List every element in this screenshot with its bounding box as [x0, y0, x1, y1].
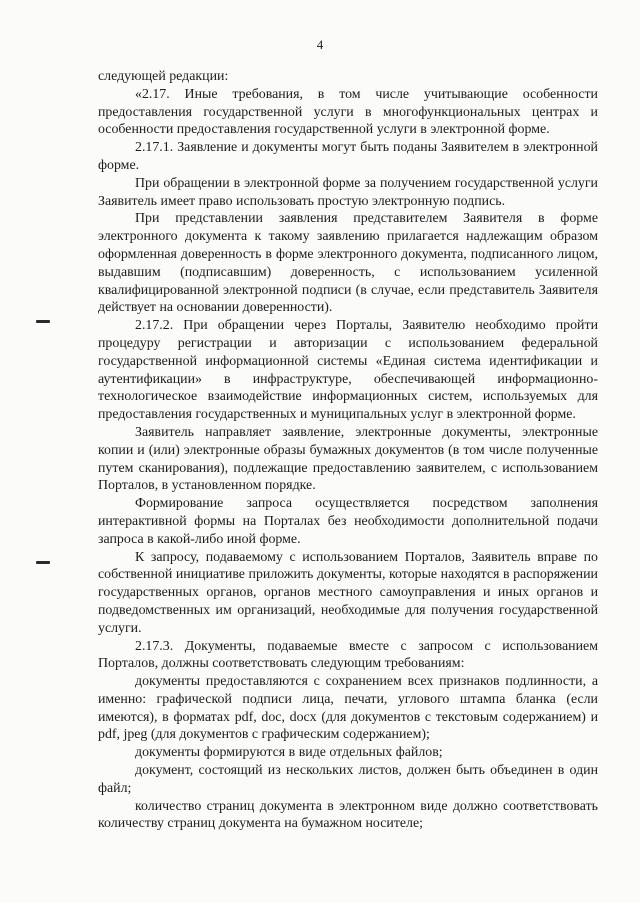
paragraph: При представлении заявления представителем Заявителя в форме электронного документа к такому заявлению прилагается надлежащим образом оформленная доверенность в форме электронного документа, подписанного лицом, выдавшим (подписавшим) доверенность, с использованием усиленной квалифицированной электронной подписи (в случае, если представитель Заявителя действует на основании доверенности).: [98, 211, 598, 316]
paragraph: К запросу, подаваемому с использованием Порталов, Заявитель вправе по собственной инициативе приложить документы, которые находятся в распоряжении государственных органов, органов местного самоуправления и иных органов и подведомственных им организаций, необходимые для получения государственной услуги.: [98, 549, 598, 636]
margin-punch-mark: [36, 561, 50, 564]
page-number: 4: [316, 37, 324, 52]
margin-punch-mark: [36, 320, 50, 323]
paragraph: документ, состоящий из нескольких листов, должен быть объединен в один файл;: [98, 763, 598, 796]
paragraph: 2.17.1. Заявление и документы могут быть поданы Заявителем в электронной форме.: [98, 140, 598, 173]
paragraph: «2.17. Иные требования, в том числе учитывающие особенности предоставления государственной услуги в многофункциональных центрах и особенности предоставления государственной услуги в электронной форме.: [98, 86, 598, 138]
paragraph: Заявитель направляет заявление, электронные документы, электронные копии и (или) электронные образы бумажных документов (в том числе полученные путем сканирования), подлежащие предоставлению заявителем, с использованием Порталов, в установленном порядке.: [98, 424, 598, 494]
paragraph: следующей редакции:: [98, 69, 229, 84]
paragraph: 2.17.3. Документы, подаваемые вместе с запросом с использованием Порталов, должны соответствовать следующим требованиям:: [98, 638, 598, 672]
paragraph: документы предоставляются с сохранением всех признаков подлинности, а именно: графической подписи лица, печати, углового штампа бланка (если имеются), в форматах pdf, doc, docx (для документов с текстовым содержанием) и pdf, jpeg (для документов с графическим содержанием);: [98, 674, 598, 743]
paragraph: Формирование запроса осуществляется посредством заполнения интерактивной формы на Порталах без необходимости дополнительной подачи запроса в какой-либо иной форме.: [98, 496, 598, 547]
paragraph: При обращении в электронной форме за получением государственной услуги Заявитель имеет право использовать простую электронную подпись.: [98, 175, 598, 209]
paragraph: количество страниц документа в электронном виде должно соответствовать количеству страниц документа на бумажном носителе;: [98, 798, 598, 832]
document-body: [98, 68, 598, 833]
paragraph: 2.17.2. При обращении через Порталы, Заявителю необходимо пройти процедуру регистрации и авторизации с использованием федеральной государственной информационной системы «Единая система идентификации и аутентификации» в инфраструктуре, обеспечивающей информационно-технологическое взаимодействие информационных систем, используемых для предоставления государственных и муниципальных услуг в электронной форме.: [98, 318, 598, 423]
paragraph: документы формируются в виде отдельных файлов;: [135, 745, 443, 761]
